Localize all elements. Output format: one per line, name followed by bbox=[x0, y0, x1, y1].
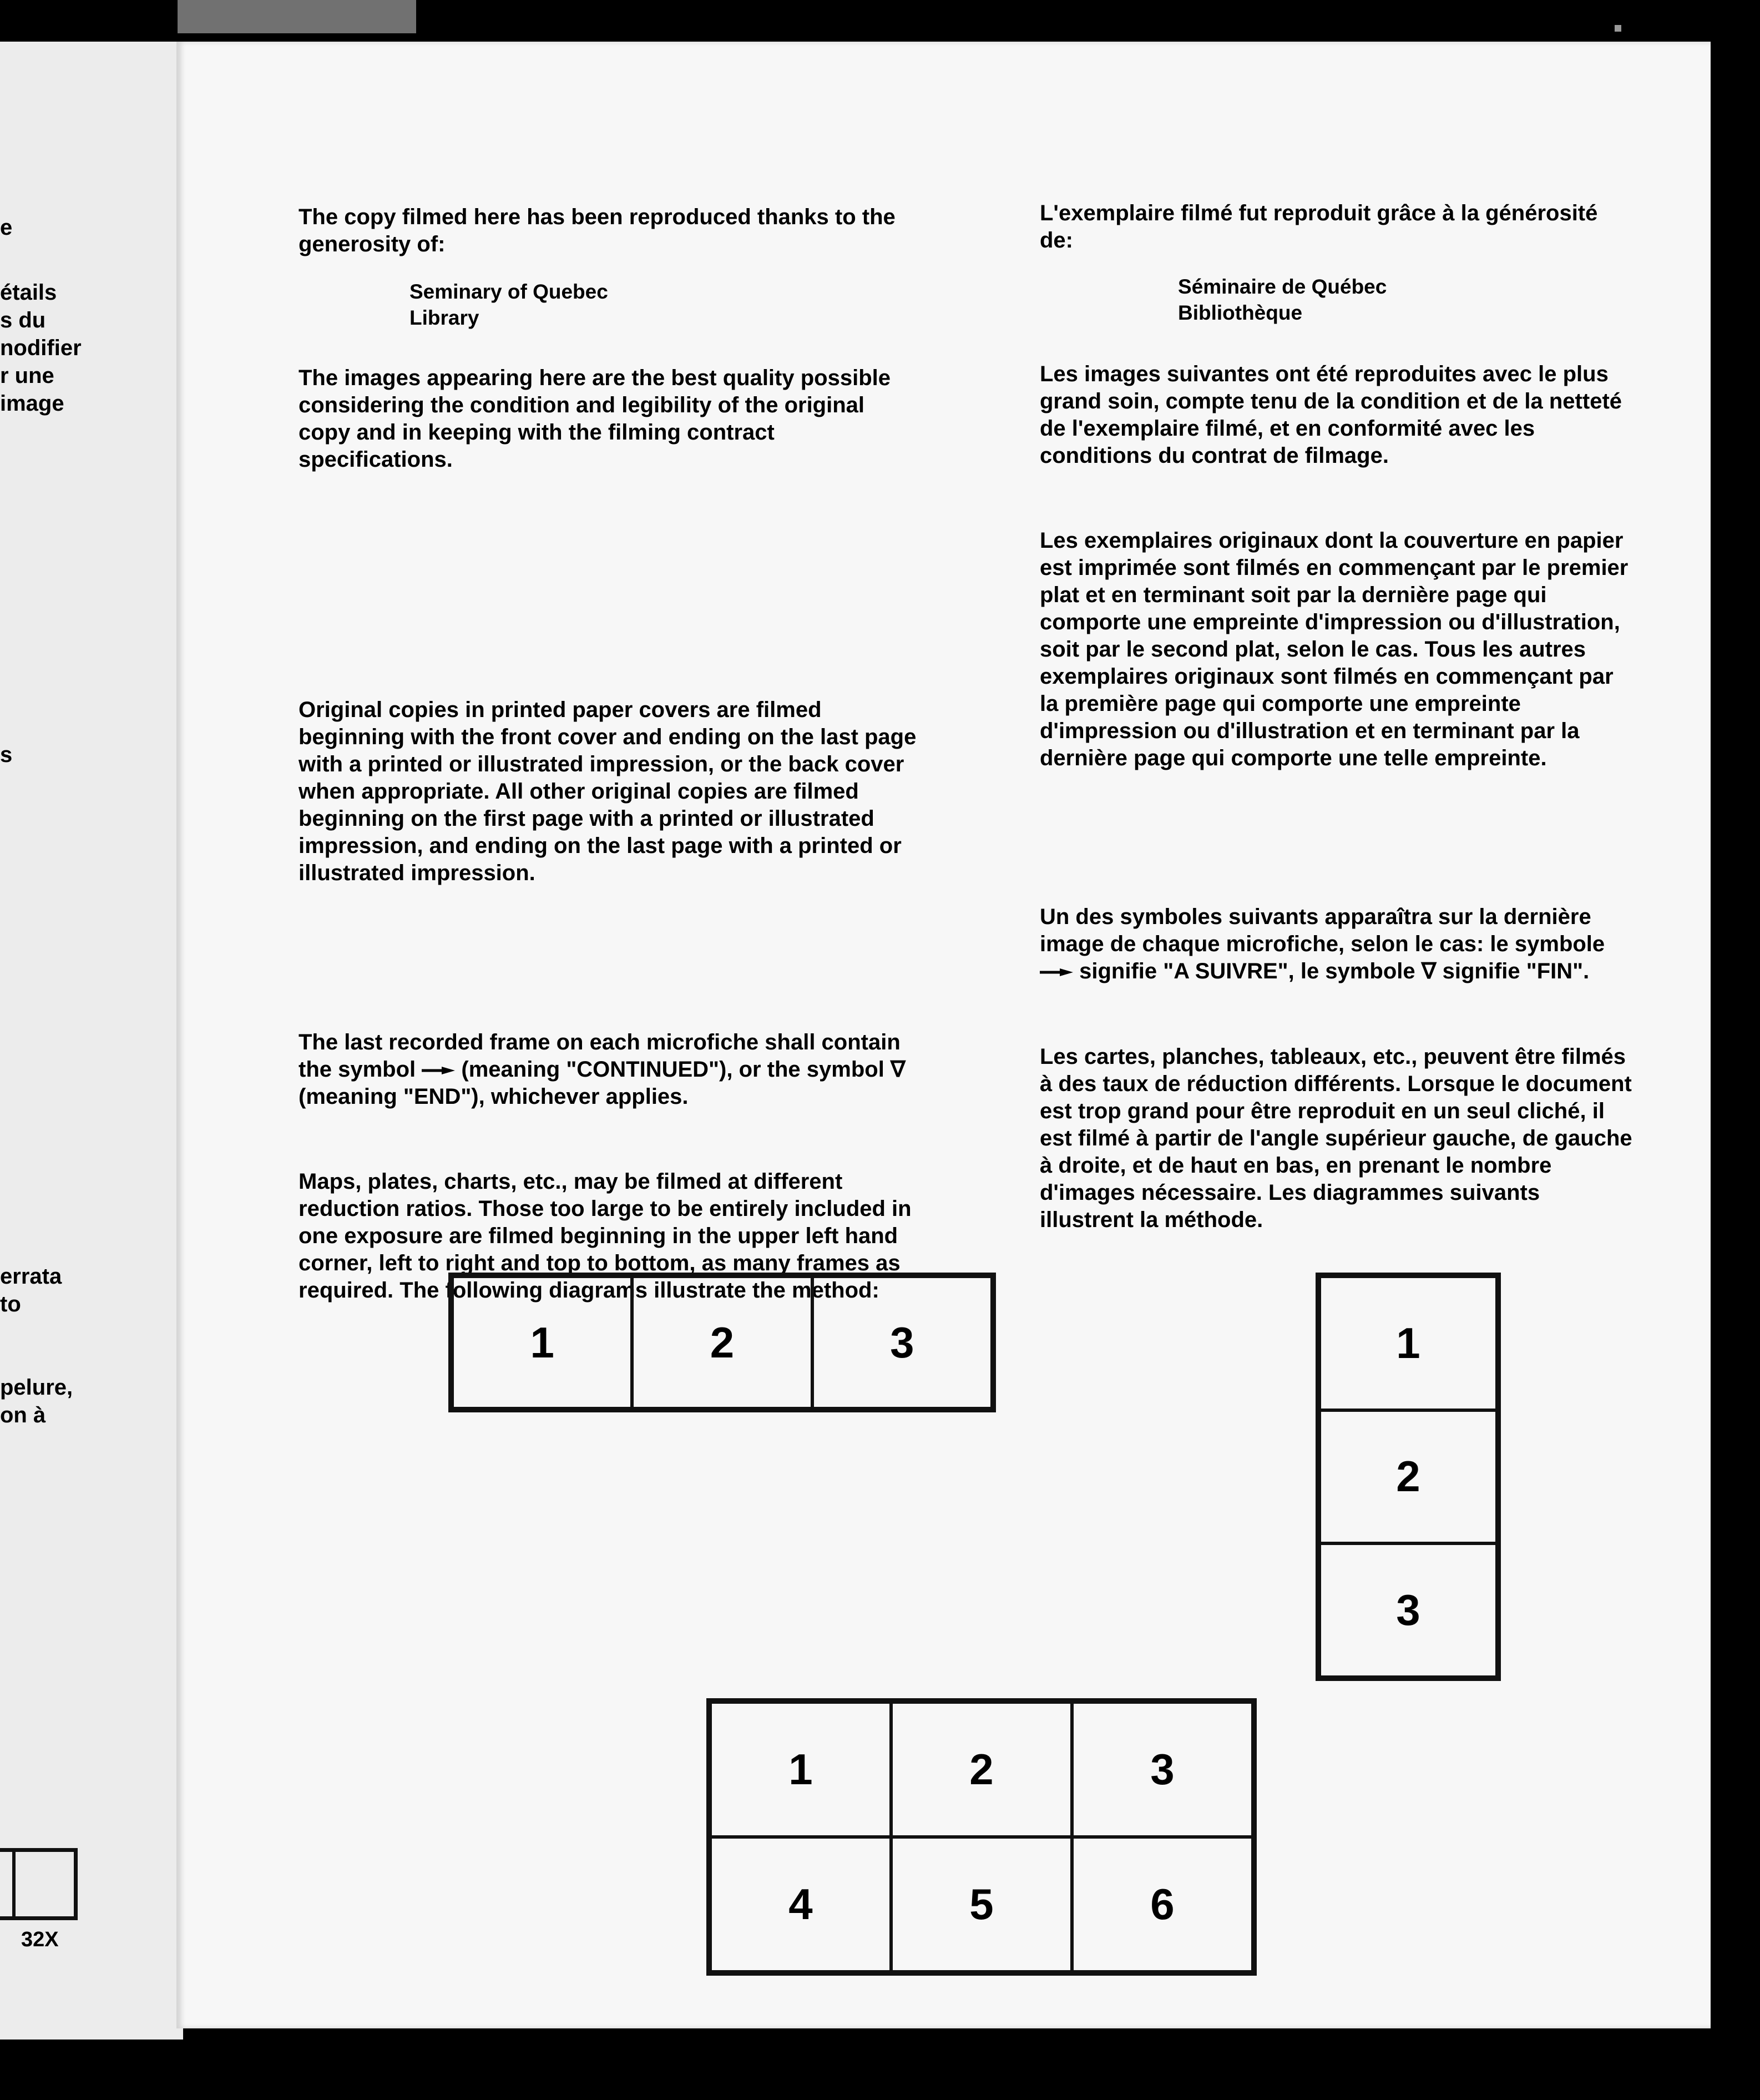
thanks-text: The copy filmed here has been reproduced thanks to the generosity of: bbox=[299, 205, 896, 256]
symbols-text: The last recorded frame on each microfiche shall contain the symbol (meaning "CONTINUED"), or the symbol ∇ (meaning "END"), whichever applies. bbox=[299, 1030, 906, 1109]
frame-cell: 4 bbox=[710, 1837, 891, 1972]
scan-artifact bbox=[178, 0, 416, 33]
frame-cell: 3 bbox=[1319, 1543, 1497, 1677]
diagram-grid bbox=[706, 1698, 1257, 1976]
originals-text-fr: Les exemplaires originaux dont la couverture en papier est imprimée sont filmés en commençant par le premier plat et en terminant soit par la dernière page qui comporte une empreinte d'impression ou d'illustration, soit par le second plat, selon le cas. Tous les autres exemplaires originaux sont filmés en commençant par la première page qui comporte une empreinte d'impression ou d'illustration et en terminant par la dernière page qui comporte une telle empreinte. bbox=[1040, 528, 1628, 770]
end-triangle-icon: ∇ bbox=[1421, 959, 1437, 983]
strip-text: étails bbox=[0, 280, 57, 305]
frame-cell: 1 bbox=[1319, 1276, 1497, 1410]
strip-text: e bbox=[0, 215, 13, 240]
strip-text: image bbox=[0, 391, 64, 416]
diagram-vertical bbox=[1316, 1273, 1501, 1681]
library-name-fr: Séminaire de Québec Bibliothèque bbox=[1178, 275, 1387, 324]
resolution-label: 32X bbox=[21, 1928, 59, 1951]
strip-text: s du bbox=[0, 308, 46, 332]
adjacent-page-strip bbox=[0, 42, 183, 2040]
frame-cell: 3 bbox=[812, 1276, 992, 1409]
strip-text: on à bbox=[0, 1403, 46, 1427]
originals-text: Original copies in printed paper covers are filmed beginning with the front cover and ending on the last page with a printed or illustrated impression, or the back cover when appropriate. All other original copies are filmed beginning on the first page with a printed or illustrated impression, and ending on the last page with a printed or illustrated impression. bbox=[299, 698, 917, 885]
quality-text: The images appearing here are the best quality possible considering the condition and legibility of the original copy and in keeping with the filming contract specifications. bbox=[299, 366, 891, 472]
continued-arrow-icon bbox=[1040, 968, 1073, 976]
document-page bbox=[176, 42, 1711, 2028]
maps-text-fr: Les cartes, planches, tableaux, etc., peuvent être filmés à des taux de réduction différents. Lorsque le document est trop grand pour être reproduit en un seul cliché, il est filmé à partir de l'angle supérieur gauche, de gauche à droite, et de haut en bas, en prenant le nombre d'images nécessaire. Les diagrammes suivants illustrent la méthode. bbox=[1040, 1044, 1632, 1232]
end-triangle-icon: ∇ bbox=[890, 1057, 906, 1082]
strip-text: s bbox=[0, 743, 13, 767]
frame-cell: 5 bbox=[891, 1837, 1072, 1972]
continued-arrow-icon bbox=[422, 1067, 455, 1074]
frame-cell: 2 bbox=[891, 1702, 1072, 1837]
strip-text: errata bbox=[0, 1264, 62, 1289]
strip-text: to bbox=[0, 1292, 21, 1316]
french-column bbox=[1040, 200, 1633, 1310]
library-name: Seminary of Quebec Library bbox=[409, 280, 608, 329]
frame-cell: 2 bbox=[1319, 1410, 1497, 1544]
strip-text: pelure, bbox=[0, 1375, 73, 1400]
frame-cell: 6 bbox=[1072, 1837, 1253, 1972]
frame-cell: 1 bbox=[710, 1702, 891, 1837]
quality-text-fr: Les images suivantes ont été reproduites avec le plus grand soin, compte tenu de la condition et de la netteté de l'exemplaire filmé, et en conformité avec les conditions du contrat de filmage. bbox=[1040, 362, 1622, 468]
strip-text: r une bbox=[0, 364, 54, 388]
symbols-text-fr: Un des symboles suivants apparaîtra sur la dernière image de chaque microfiche, selon le cas: le symbole signifie "A SUIVRE", le symbole ∇ signifie "FIN". bbox=[1040, 905, 1605, 983]
frame-cell: 2 bbox=[632, 1276, 812, 1409]
maps-text: Maps, plates, charts, etc., may be filmed at different reduction ratios. Those too large to be entirely included in one exposure are filmed beginning in the upper left hand corner, left to right and top to bottom, as many frames as required. The following diagrams illustrate the method: bbox=[299, 1169, 912, 1303]
english-column bbox=[299, 204, 920, 1303]
frame-cell: 3 bbox=[1072, 1702, 1253, 1837]
frame-cell: 1 bbox=[452, 1276, 632, 1409]
scan-artifact bbox=[1615, 25, 1621, 32]
resolution-target-box bbox=[0, 1848, 78, 1920]
strip-text: nodifier bbox=[0, 336, 82, 360]
thanks-text-fr: L'exemplaire filmé fut reproduit grâce à la générosité de: bbox=[1040, 201, 1598, 253]
diagram-horizontal bbox=[448, 1273, 996, 1412]
